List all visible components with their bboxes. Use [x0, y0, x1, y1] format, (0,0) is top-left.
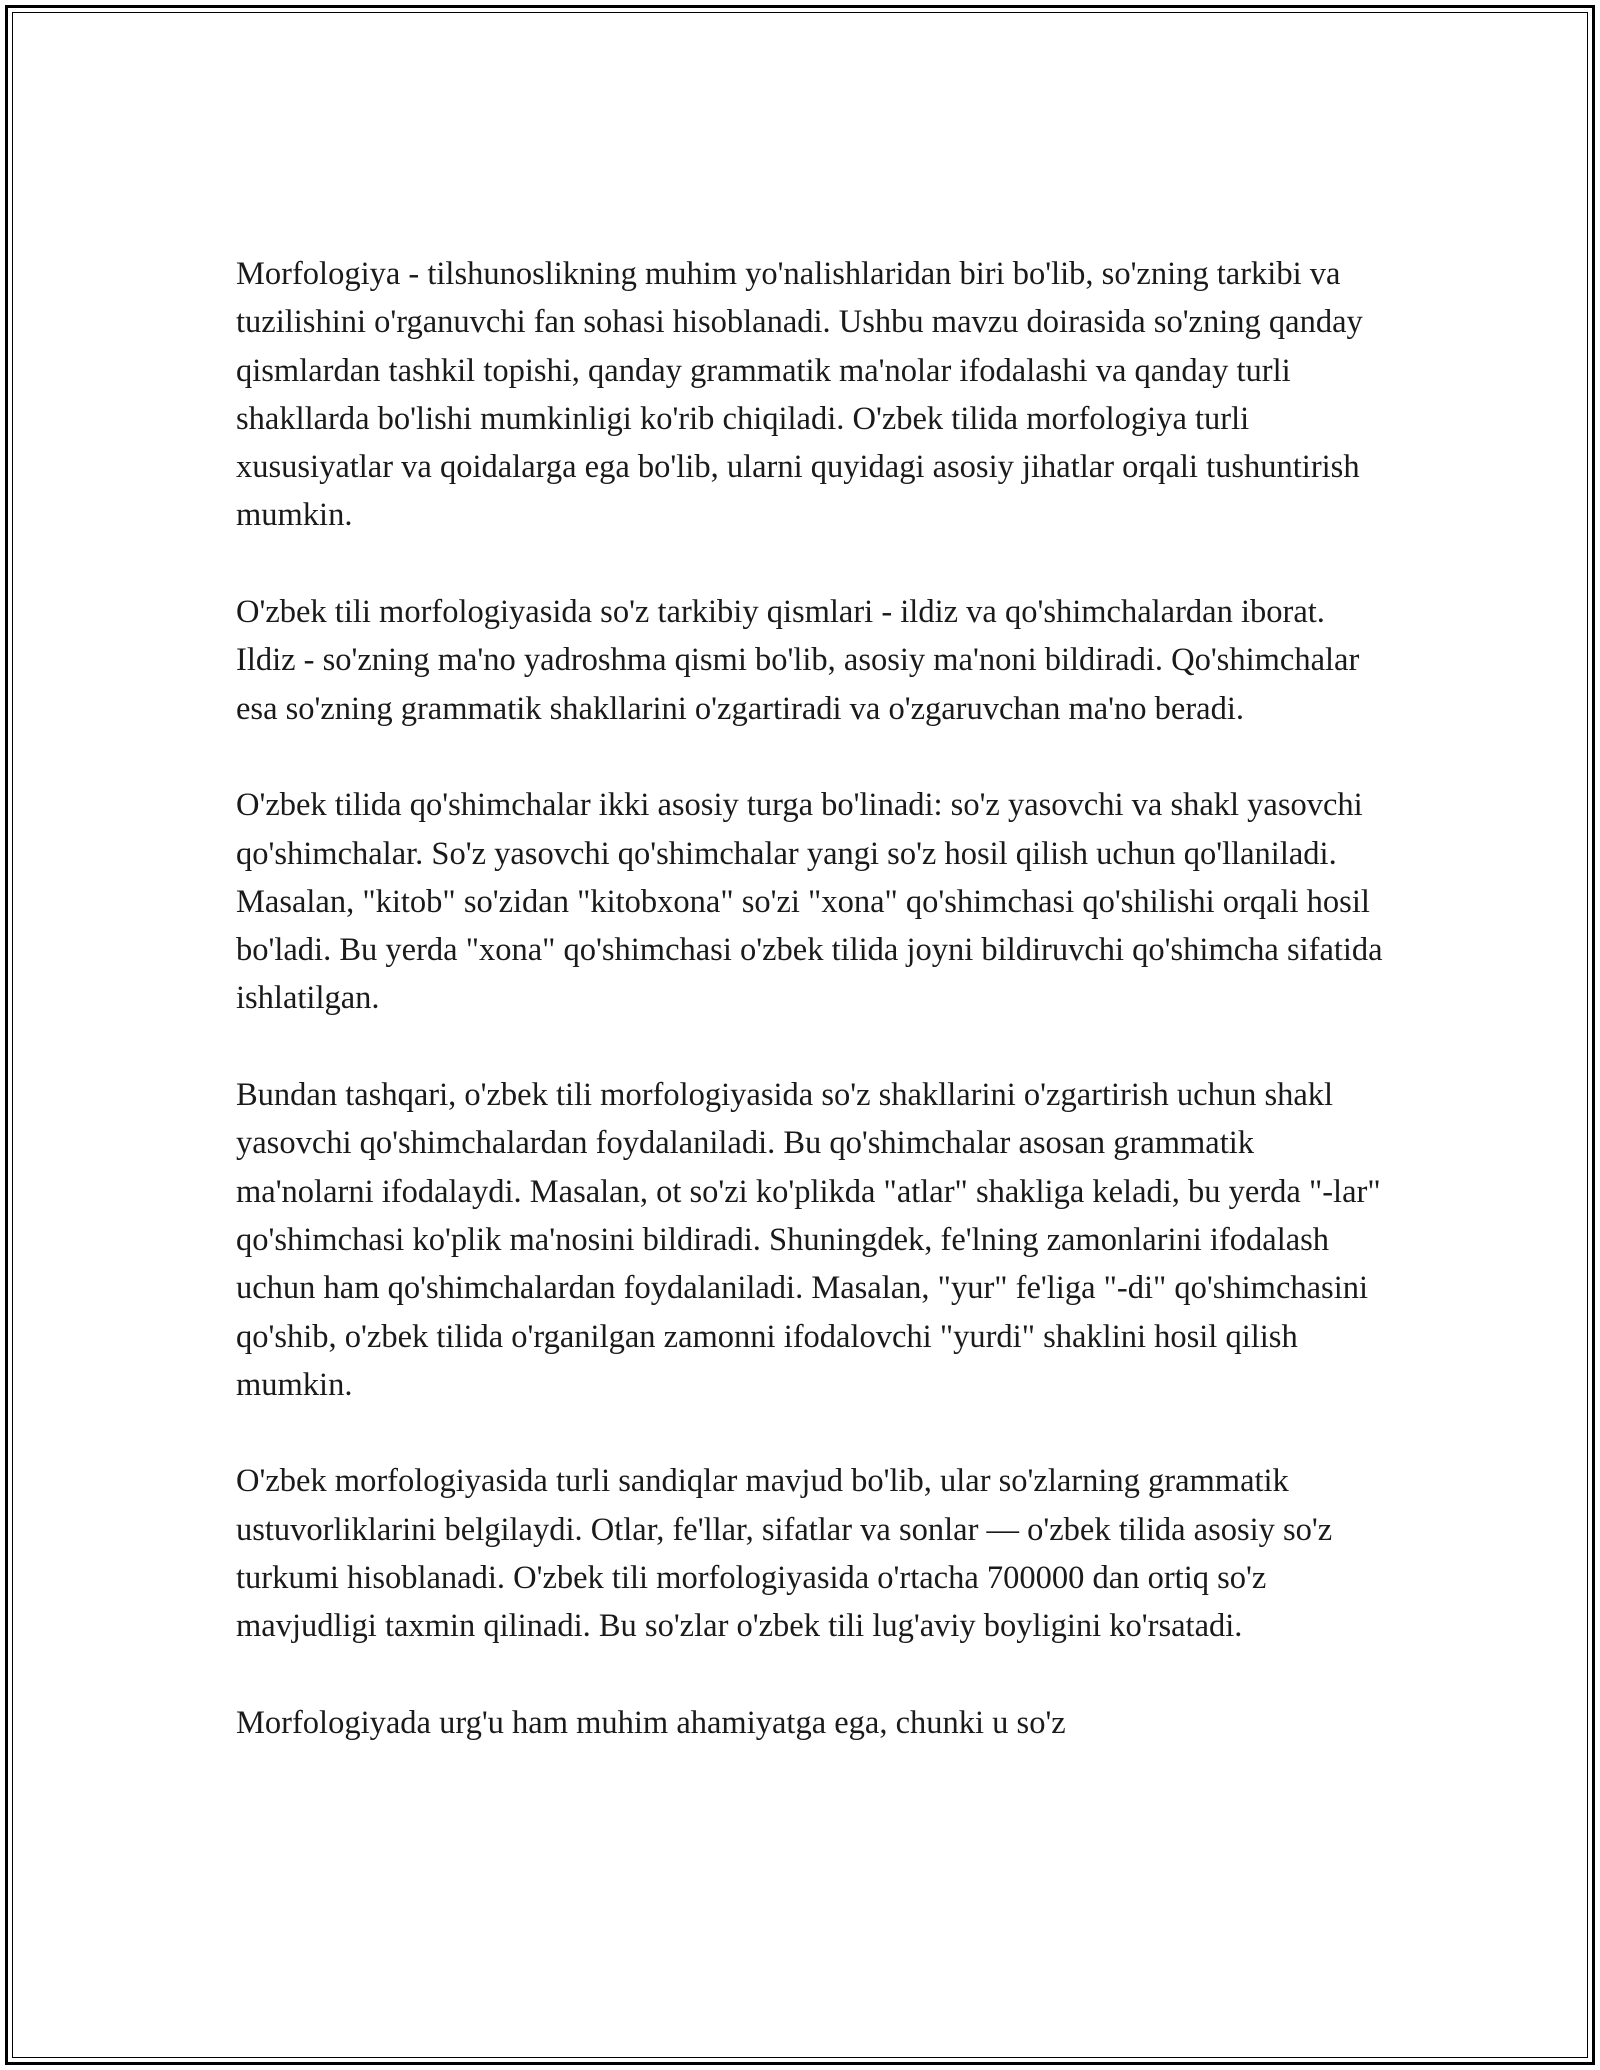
- document-body: [236, 250, 1386, 1796]
- paragraph-4: Bundan tashqari, o'zbek tili morfologiyasida so'z shakllarini o'zgartirish uchun shakl yasovchi qo'shimchalardan foydalaniladi. Bu qo'shimchalar asosan grammatik ma'nolarni ifodalaydi. Masalan, ot so'zi ko'plikda "atlar" shakliga keladi, bu yerda "-lar" qo'shimchasi ko'plik ma'nosini bildiradi. Shuningdek, fe'lning zamonlarini ifodalash uchun ham qo'shimchalardan foydalaniladi. Masalan, "yur" fe'liga "-di" qo'shimchasini qo'shib, o'zbek tilida o'rganilgan zamonni ifodalovchi "yurdi" shaklini hosil qilish mumkin.: [236, 1077, 1381, 1403]
- paragraph-3: O'zbek tilida qo'shimchalar ikki asosiy turga bo'linadi: so'z yasovchi va shakl yasovchi qo'shimchalar. So'z yasovchi qo'shimchalar yangi so'z hosil qilish uchun qo'llaniladi. Masalan, "kitob" so'zidan "kitobxona" so'zi "xona" qo'shimchasi qo'shilishi orqali hosil bo'ladi. Bu yerda "xona" qo'shimchasi o'zbek tilida joyni bildiruvchi qo'shimcha sifatida ishlatilgan.: [236, 787, 1383, 1017]
- paragraph-6: Morfologiyada urg'u ham muhim ahamiyatga ega, chunki u so'z: [236, 1704, 1066, 1741]
- paragraph-1: Morfologiya - tilshunoslikning muhim yo'nalishlaridan biri bo'lib, so'zning tarkibi va tuzilishini o'rganuvchi fan sohasi hisoblanadi. Ushbu mavzu doirasida so'zning qanday qismlardan tashkil topishi, qanday grammatik ma'nolar ifodalashi va qanday turli shakllarda bo'lishi mumkinligi ko'rib chiqiladi. O'zbek tilida morfologiya turli xususiyatlar va qoidalarga ega bo'lib, ularni quyidagi asosiy jihatlar orqali tushuntirish mumkin.: [236, 256, 1363, 534]
- paragraph-5: O'zbek morfologiyasida turli sandiqlar mavjud bo'lib, ular so'zlarning grammatik ustuvorliklarini belgilaydi. Otlar, fe'llar, sifatlar va sonlar — o'zbek tilida asosiy so'z turkumi hisoblanadi. O'zbek tili morfologiyasida o'rtacha 700000 dan ortiq so'z mavjudligi taxmin qilinadi. Bu so'zlar o'zbek tili lug'aviy boyligini ko'rsatadi.: [236, 1463, 1333, 1645]
- paragraph-2: O'zbek tili morfologiyasida so'z tarkibiy qismlari - ildiz va qo'shimchalardan iborat. Ildiz - so'zning ma'no yadroshma qismi bo'lib, asosiy ma'noni bildiradi. Qo'shimchalar esa so'zning grammatik shakllarini o'zgartiradi va o'zgaruvchan ma'no beradi.: [236, 594, 1360, 727]
